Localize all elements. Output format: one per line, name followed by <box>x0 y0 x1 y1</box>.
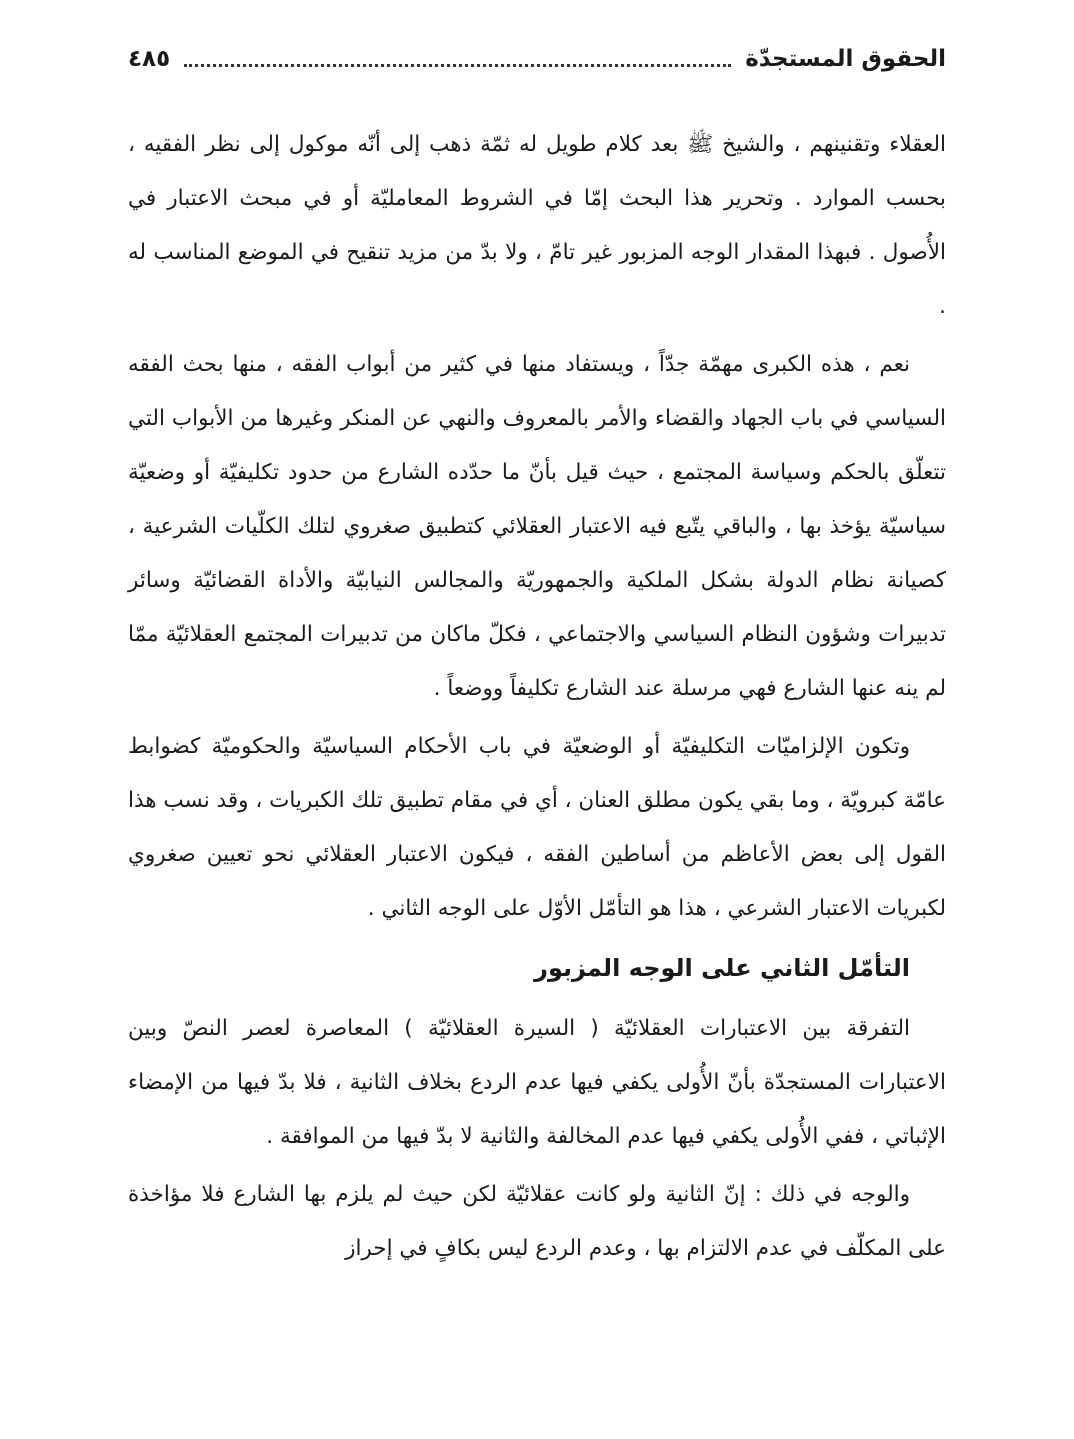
paragraph: العقلاء وتقنينهم ، والشيخ ﷺ بعد كلام طويل له ثمّة ذهب إلى أنّه موكول إلى نظر الفقيه ، بحسب الموارد . وتحرير هذا البحث إمّا في الشروط المعامليّة أو في مبحث الاعتبار في الأُصول . فبهذا المقدار الوجه المزبور غير تامّ ، ولا بدّ من مزيد تنقيح في الموضع المناسب له . <box>128 132 946 319</box>
paragraph: نعم ، هذه الكبرى مهمّة جدّاً ، ويستفاد منها في كثير من أبواب الفقه ، منها بحث الفقه السياسي في باب الجهاد والقضاء والأمر بالمعروف والنهي عن المنكر وغيرها من الأبواب التي تتعلّق بالحكم وسياسة المجتمع ، حيث قيل بأنّ ما حدّده الشارع من حدود تكليفيّة أو وضعيّة سياسيّة يؤخذ بها ، والباقي يتّبع فيه الاعتبار العقلائي كتطبيق صغروي لتلك الكلّيات الشرعية ، كصيانة نظام الدولة بشكل الملكية والجمهوريّة والمجالس النيابيّة والأداة القضائيّة وسائر تدبيرات وشؤون النظام السياسي والاجتماعي ، فكلّ ماكان من تدبيرات المجتمع العقلائيّة ممّا لم ينه عنها الشارع فهي مرسلة عند الشارع تكليفاً ووضعاً . <box>128 352 946 701</box>
page-header <box>128 38 946 80</box>
page-body <box>128 118 946 1280</box>
paragraph: التفرقة بين الاعتبارات العقلائيّة ( السيرة العقلائيّة ) المعاصرة لعصر النصّ وبين الاعتبارات المستجدّة بأنّ الأُولى يكفي فيها عدم الردع بخلاف الثانية ، فلا بدّ فيها من الإمضاء الإثباتي ، ففي الأُولى يكفي فيها عدم المخالفة والثانية لا بدّ فيها من الموافقة . <box>128 1016 946 1149</box>
dotted-leader <box>184 64 731 67</box>
section-heading: التأمّل الثاني على الوجه المزبور <box>534 954 910 982</box>
running-title: الحقوق المستجدّة <box>745 46 946 72</box>
paragraph: وتكون الإلزاميّات التكليفيّة أو الوضعيّة في باب الأحكام السياسيّة والحكوميّة كضوابط عامّة كبرويّة ، وما بقي يكون مطلق العنان ، أي في مقام تطبيق تلك الكبريات ، وقد نسب هذا القول إلى بعض الأعاظم من أساطين الفقه ، فيكون الاعتبار العقلائي نحو تعيين صغروي لكبريات الاعتبار الشرعي ، هذا هو التأمّل الأوّل على الوجه الثاني . <box>128 734 946 921</box>
page-number: ٤٨٥ <box>128 46 171 72</box>
paragraph: والوجه في ذلك : إنّ الثانية ولو كانت عقلائيّة لكن حيث لم يلزم بها الشارع فلا مؤاخذة على المكلّف في عدم الالتزام بها ، وعدم الردع ليس بكافٍ في إحراز <box>128 1182 946 1261</box>
